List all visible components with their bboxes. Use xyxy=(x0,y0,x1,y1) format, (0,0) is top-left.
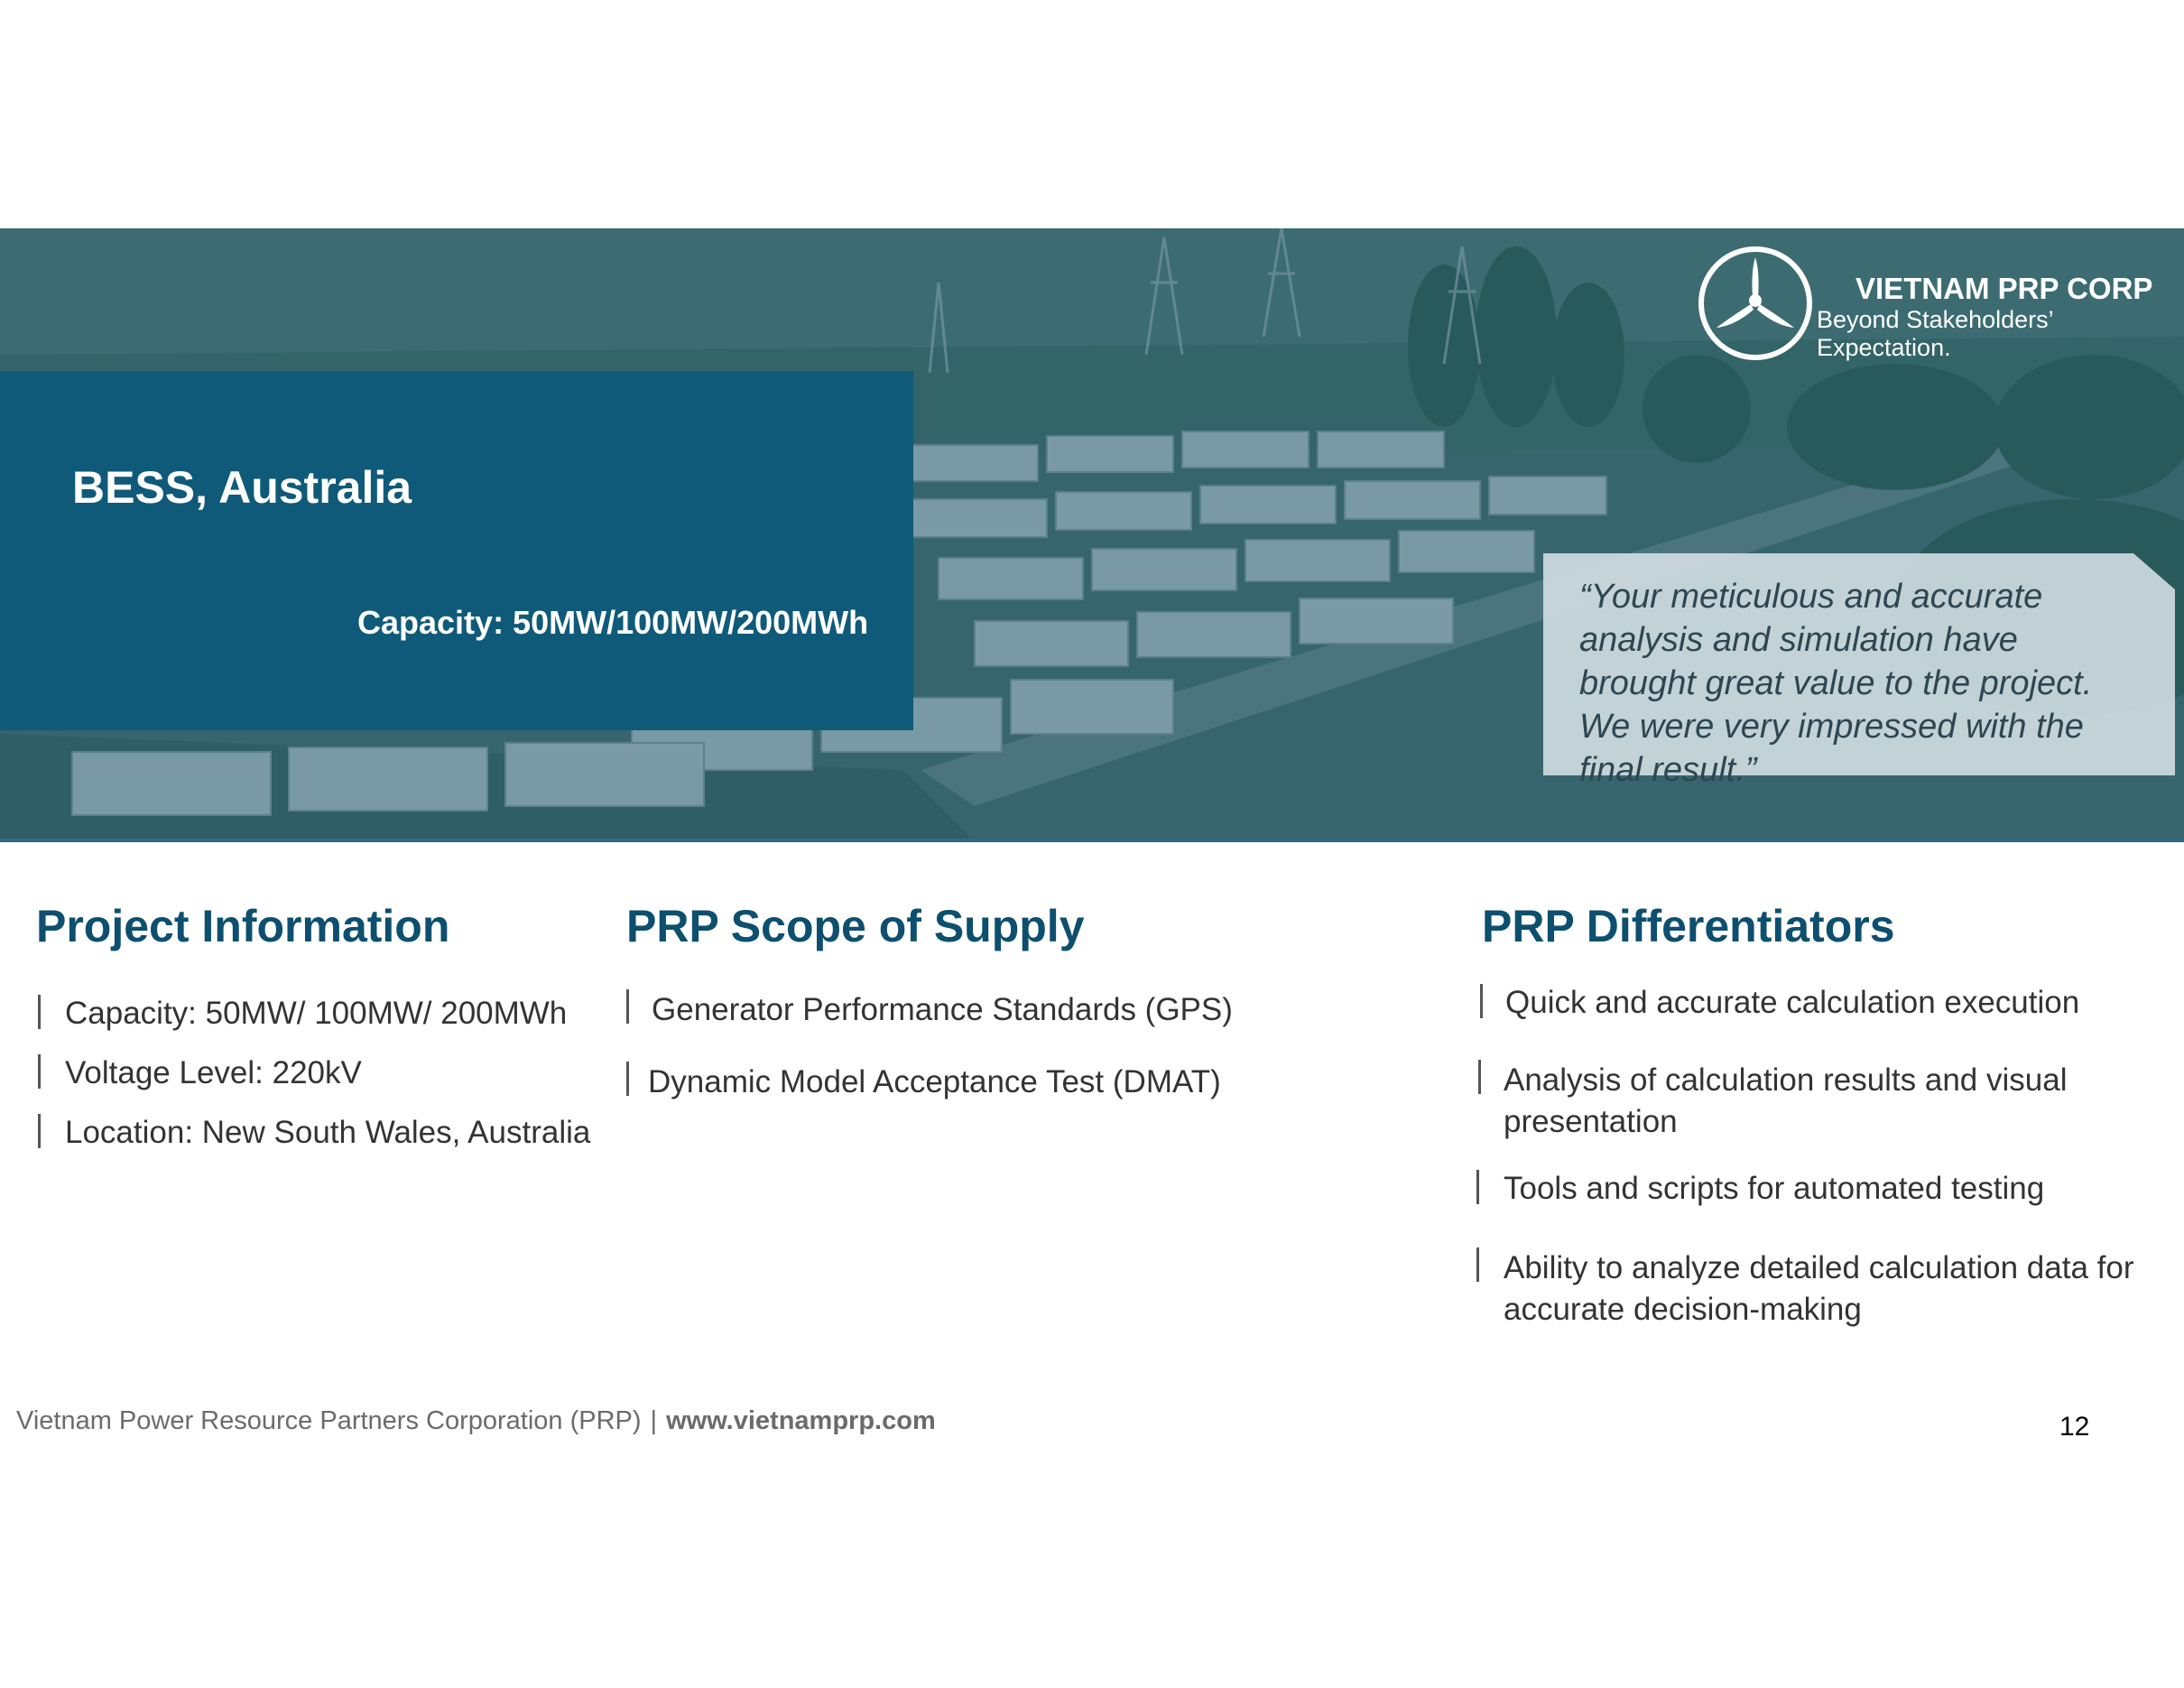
testimonial-quote: “Your meticulous and accurate analysis and simulation have brought great value to the project. We were very impressed with the final result.” xyxy=(1579,578,2093,789)
differentiator-item: Analysis of calculation results and visual presentation xyxy=(1504,1062,2068,1139)
bullet-bar xyxy=(38,1054,41,1089)
title-panel xyxy=(0,371,913,730)
bullet-bar xyxy=(1476,1247,1479,1282)
bullet-bar xyxy=(626,989,629,1024)
page-number: 12 xyxy=(2059,1412,2090,1442)
footer-website-link[interactable]: www.vietnamprp.com xyxy=(666,1406,936,1435)
brand-tagline: Beyond Stakeholders’ Expectation. xyxy=(1817,306,2053,361)
footer-company: Vietnam Power Resource Partners Corporation (PRP) xyxy=(16,1406,642,1435)
hero-banner xyxy=(0,228,2184,842)
prp-logo-icon xyxy=(1697,245,1814,362)
scope-of-supply-heading: PRP Scope of Supply xyxy=(626,901,1085,951)
bullet-bar xyxy=(1476,1170,1479,1204)
brand-name: VIETNAM PRP CORP xyxy=(1855,272,2153,305)
scope-item: Dynamic Model Acceptance Test (DMAT) xyxy=(648,1064,1221,1099)
project-info-item: Location: New South Wales, Australia xyxy=(65,1115,591,1150)
capacity-label: Capacity: 50MW/100MW/200MWh xyxy=(357,604,869,641)
project-information-heading: Project Information xyxy=(36,901,450,951)
bullet-bar xyxy=(38,1114,41,1148)
testimonial-quote-box xyxy=(1543,553,2175,789)
footer-separator: | xyxy=(650,1406,658,1435)
project-info-item: Voltage Level: 220kV xyxy=(65,1055,362,1090)
differentiator-item: Quick and accurate calculation execution xyxy=(1505,985,2080,1020)
bullet-bar xyxy=(1478,1060,1481,1094)
bullet-bar xyxy=(38,995,41,1029)
scope-item: Generator Performance Standards (GPS) xyxy=(652,992,1233,1027)
differentiator-item: Tools and scripts for automated testing xyxy=(1504,1171,2045,1206)
footer xyxy=(16,1406,936,1436)
project-title: BESS, Australia xyxy=(72,462,412,513)
differentiators-heading: PRP Differentiators xyxy=(1482,901,1895,951)
bullet-bar xyxy=(1480,984,1483,1018)
differentiator-item: Ability to analyze detailed calculation data for accurate decision-making xyxy=(1504,1250,2134,1327)
project-info-item: Capacity: 50MW/ 100MW/ 200MWh xyxy=(65,996,568,1031)
bullet-bar xyxy=(626,1062,629,1096)
